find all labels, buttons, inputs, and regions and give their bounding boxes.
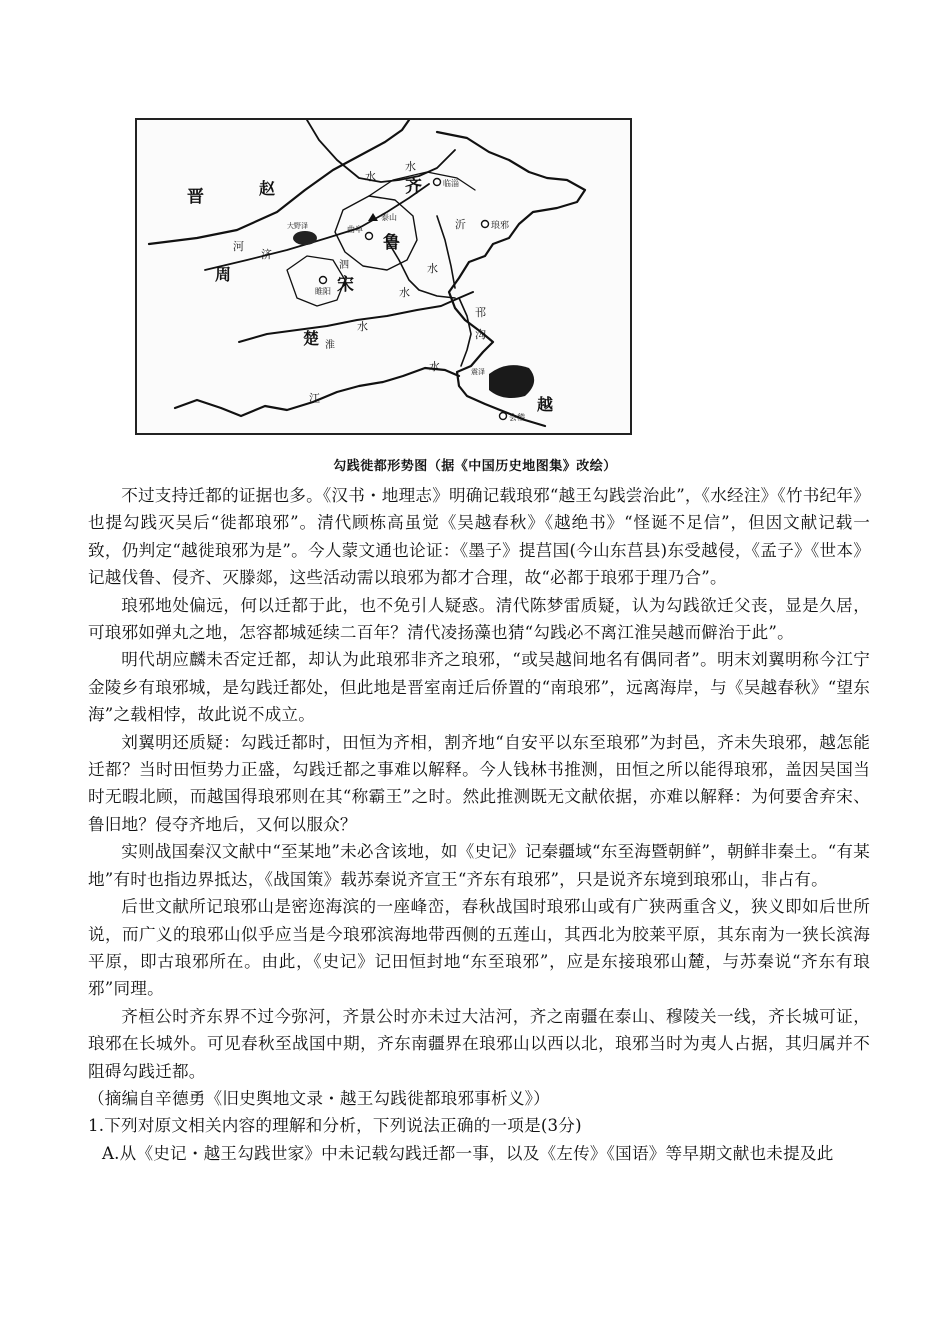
label-river-ji: 济 (261, 248, 272, 261)
river-huai (239, 292, 473, 342)
question-stem: 1.下列对原文相关内容的理解和分析，下列说法正确的一项是(3分) (88, 1116, 582, 1136)
canal-hangou (459, 298, 471, 366)
paragraph-2: 琅邪地处偏远，何以迁都于此，也不免引人疑惑。清代陈梦雷质疑，认为勾践欲迁父丧，显是久居，可琅邪如弹丸之地，怎容都城延续二百年？清代凌扬藻也猜“勾践必不离江淮吴越而僻治于此”。 (88, 595, 870, 643)
historical-map (135, 118, 632, 435)
source-citation: （摘编自辛德勇《旧史舆地文录・越王勾践徙都琅邪事析义》） (88, 1088, 550, 1108)
marker-langya (482, 221, 489, 228)
zhenze-lake (489, 365, 534, 398)
paragraph-7: 齐桓公时齐东界不过今弥河，齐景公时亦未过大沽河，齐之南疆在泰山、穆陵关一线，齐长城可证，琅邪在长城外。可见春秋至战国中期，齐东南疆界在琅邪山以西以北，琅邪当时为夷人占据，其归属并不阻碍勾践迁都。 (88, 1006, 870, 1081)
label-zhou: 周 (215, 265, 232, 284)
map-drawing (137, 120, 630, 433)
paragraph-4: 刘翼明还质疑：勾践迁都时，田恒为齐相，割齐地“自安平以东至琅邪”为封邑，齐未失琅邪，越怎能迁都？当时田恒势力正盛，勾践迁都之事难以解释。今人钱林书推测，田恒之所以能得琅邪，盖因吴国当时无暇北顾，而越国得琅邪则在其“称霸王”之时。然此推测既无文献依据，亦难以解释：为何要舍弃宋、鲁旧地？侵夺齐地后，又何以服众？ (88, 732, 870, 834)
label-river-si: 泗 (339, 260, 349, 271)
label-canal-gou: 沟 (475, 328, 486, 341)
label-song: 宋 (337, 275, 354, 295)
label-river-shui-1: 水 (365, 170, 376, 183)
label-river-shui-2: 水 (405, 160, 416, 173)
label-zhao: 赵 (259, 179, 276, 198)
label-yue: 越 (537, 395, 554, 414)
label-qi: 齐 (405, 177, 422, 197)
map-caption: 勾践徙都形势图（据《中国历史地图集》改绘） (333, 459, 617, 474)
marker-kuaiji (500, 413, 507, 420)
paragraph-6: 后世文献所记琅邪山是密迩海滨的一座峰峦，春秋战国时琅邪山或有广狭两重含义，狭义即如后世所说，而广义的琅邪山似乎应当是今琅邪滨海地带西侧的五莲山，其西北为胶莱平原，其东南为一狭长滨海平原，即古琅邪所在。由此，《史记》记田恒封地“东至琅邪”，应是东接琅邪山麓，与苏秦说“齐东有琅邪”同理。 (88, 897, 870, 999)
label-langya: 琅邪 (491, 221, 510, 231)
label-river-shui-5: 水 (357, 320, 368, 333)
paragraph-5: 实则战国秦汉文献中“至某地”未必含该地，如《史记》记秦疆域“东至海暨朝鲜”，朝鲜非秦土。“有某地”有时也指边界抵达，《战国策》载苏秦说齐宣王“齐东有琅邪”，只是说齐东境到琅邪山，非占有。 (88, 842, 870, 889)
marker-linzi (434, 179, 441, 186)
label-river-huai: 淮 (325, 340, 335, 351)
label-taishan: 泰山 (381, 213, 397, 222)
label-canal-han: 邗 (475, 306, 486, 319)
label-suiyang: 睢阳 (315, 287, 331, 296)
daye-marsh (293, 231, 317, 245)
label-river-jiang: 江 (309, 392, 320, 405)
label-daye: 大野泽 (287, 222, 308, 230)
label-linzi: 临淄 (443, 179, 459, 188)
label-river-yi: 沂 (455, 218, 466, 231)
label-river-shui-6: 水 (429, 360, 440, 373)
label-jin: 晋 (187, 187, 204, 207)
paragraph-1: 不过支持迁都的证据也多。《汉书・地理志》明确记载琅邪“越王勾践尝治此”，《水经注》《竹书纪年》也提勾践灭吴后“徙都琅邪”。清代顾栋高虽觉《吴越春秋》《越绝书》“怪诞不足信”，但因文献记载一致，仍判定“越徙琅邪为是”。今人蒙文通也论证：《墨子》提莒国(今山东莒县)东受越侵，《孟子》《世本》记越伐鲁、侵齐、灭滕郯，这些活动需以琅邪为都才合理，故“必都于琅邪于理乃合”。 (88, 486, 870, 588)
river-yi (437, 216, 455, 288)
label-kuaiji: 会稽 (509, 413, 525, 422)
question-option-a: A.从《史记・越王勾践世家》中未记载勾践迁都一事，以及《左传》《国语》等早期文献也未提及此 (102, 1143, 834, 1163)
label-lu: 鲁 (383, 233, 400, 253)
label-chu: 楚 (303, 329, 320, 348)
marker-suiyang (320, 277, 327, 284)
marker-qufu (366, 233, 373, 240)
label-river-he: 河 (233, 240, 244, 253)
paragraph-3: 明代胡应麟未否定迁都，却认为此琅邪非齐之琅邪，“或吴越间地名有偶同者”。明末刘翼明称今江宁金陵乡有琅邪城，是勾践迁都处，但此地是晋室南迁后侨置的“南琅邪”，远离海岸，与《吴越春秋》“望东海”之载相悖，故此说不成立。 (88, 650, 870, 725)
article-body (88, 482, 870, 1167)
label-river-shui-4: 水 (399, 286, 410, 299)
label-river-shui-3: 水 (427, 262, 438, 275)
label-zhenze: 震泽 (471, 368, 485, 376)
label-qufu: 曲阜 (347, 225, 363, 234)
